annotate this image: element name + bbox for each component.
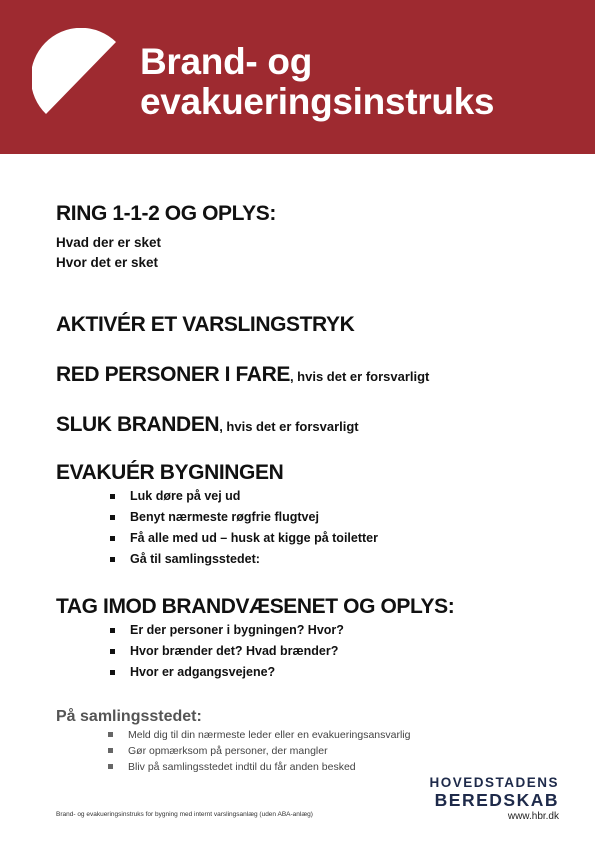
- extinguish-heading: [56, 413, 359, 437]
- list-item: Meld dig til din nærmeste leder eller en evakueringsansvarlig: [108, 727, 410, 743]
- firedept-heading: TAG IMOD BRANDVÆSENET OG OPLYS:: [56, 595, 455, 618]
- bullet-square-icon: [110, 536, 115, 541]
- bullet-square-icon: [108, 748, 113, 753]
- bullet-square-icon: [108, 764, 113, 769]
- footer-note: Brand- og evakueringsinstruks for bygning med internt varslingsanlæg (uden ABA-anlæg): [56, 811, 313, 818]
- call-heading: RING 1-1-2 OG OPLYS:: [56, 202, 276, 225]
- bullet-square-icon: [108, 732, 113, 737]
- website-link[interactable]: www.hbr.dk: [507, 811, 559, 822]
- title-line-1: Brand- og: [140, 41, 313, 82]
- evacuate-heading: EVAKUÉR BYGNINGEN: [56, 461, 284, 484]
- list-item: Hvor brænder det? Hvad brænder?: [110, 641, 344, 662]
- half-circle-logo-icon: [32, 28, 128, 124]
- bullet-square-icon: [110, 557, 115, 562]
- bullet-square-icon: [110, 628, 115, 633]
- list-item: Er der personer i bygningen? Hvor?: [110, 620, 344, 641]
- list-item: Få alle med ud – husk at kigge på toiletter: [110, 528, 378, 549]
- assembly-heading: På samlingsstedet:: [56, 708, 202, 725]
- activate-heading: AKTIVÉR ET VARSLINGSTRYK: [56, 313, 355, 336]
- firedept-list: [110, 620, 344, 683]
- rescue-heading: [56, 363, 429, 387]
- bullet-square-icon: [110, 670, 115, 675]
- bullet-square-icon: [110, 515, 115, 520]
- evacuate-list: [110, 486, 378, 570]
- brand-line-2: BEREDSKAB: [434, 790, 559, 810]
- list-item: Gør opmærksom på personer, der mangler: [108, 743, 410, 759]
- list-item: Luk døre på vej ud: [110, 486, 378, 507]
- call-details: [56, 233, 161, 273]
- extinguish-note: , hvis det er forsvarligt: [219, 419, 359, 434]
- list-item: Hvor er adgangsvejene?: [110, 662, 344, 683]
- rescue-heading-text: RED PERSONER I FARE: [56, 363, 290, 386]
- extinguish-heading-text: SLUK BRANDEN: [56, 413, 220, 436]
- title-line-2: evakueringsinstruks: [140, 81, 495, 122]
- bullet-square-icon: [110, 649, 115, 654]
- header-banner: [0, 0, 595, 154]
- call-item: Hvad der er sket: [56, 235, 162, 250]
- list-item: Benyt nærmeste røgfrie flugtvej: [110, 507, 378, 528]
- page-title: [140, 42, 494, 122]
- brand-logo: [429, 775, 559, 824]
- list-item: Bliv på samlingsstedet indtil du får anden besked: [108, 759, 410, 775]
- brand-line-1: HOVEDSTADENS: [429, 775, 559, 790]
- rescue-note: , hvis det er forsvarligt: [289, 369, 430, 384]
- bullet-square-icon: [110, 494, 115, 499]
- list-item: Gå til samlingsstedet:: [110, 549, 378, 570]
- assembly-list: [108, 727, 410, 775]
- call-item: Hvor det er sket: [56, 255, 159, 270]
